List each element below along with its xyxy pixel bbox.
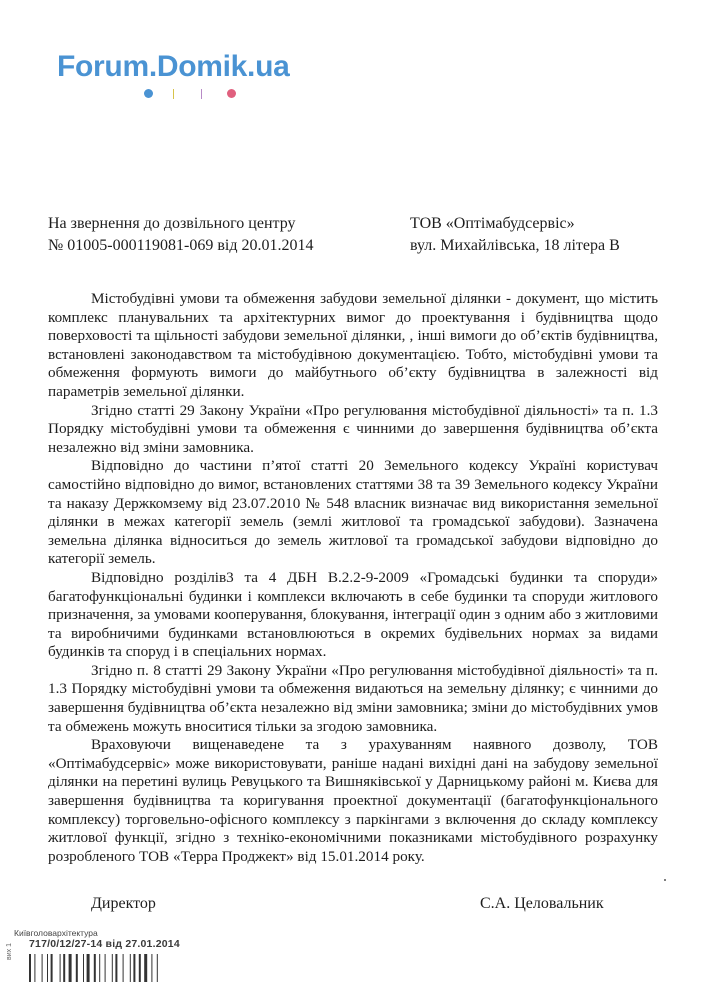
request-reference [48,213,313,257]
logo-dots-decoration [144,88,244,100]
registration-stamp-org: Київголоварxітектура [14,928,98,938]
barcode-icon [29,954,194,982]
logo-bar-yellow [173,89,174,99]
body-paragraph: Згідно статті 29 Закону України «Про регулювання містобудівної діяльності» та п. 1.3 Порядку містобудівні умови та обмеження є чинними до завершення будівництва об’єкта незалежно від зміни замовника. [48,401,658,456]
body-paragraph: Згідно п. 8 статті 29 Закону України «Про регулювання містобудівної діяльності» та п. 1.3 Порядку містобудівні умови та обмеження видаються на земельну ділянку; є чинними до завершення будівництва об’єкта незалежно від зміни замовника; зміни до містобудівних умов та обмежень можуть вноситися тільки за згодою замовника. [48,661,658,735]
signature-position: Директор [91,895,156,912]
body-paragraph: Містобудівні умови та обмеження забудови земельної ділянки - документ, що містить комплекс планувальних та архітектурних вимог до проектування і будівництва щодо поверховості та щільності забудови земельної ділянки, , інші вимоги до об’єктів будівництва, встановлені законодавством та містобудівною документацією. Тобто, містобудівні умови та обмеження формують вимоги до майбутнього об’єкту будівництва в залежності від параметрів земельної ділянки. [48,290,658,400]
logo-bar-purple [201,89,202,99]
logo-dot-blue [144,89,153,98]
registration-stamp-side: вих 1 [6,943,13,960]
request-reference-line2: № 01005-000119081-069 від 20.01.2014 [48,237,314,254]
body-paragraph: Враховуючи вищенаведене та з урахуванням наявного дозволу, ТОВ «Оптімабудсервіс» може використовувати, раніше надані вихідні дані на забудову земельної ділянки на перетині вулиць Ревуцького та Вишняківської у Дарницькому районі м. Києва для завершення будівництва та коригування проектної документації (багатофункціонального комплексу) торговельно-офісного комплексу з паркінгами з включення до складу комплексу житлової функції, згідно з техніко-економічними показниками містобудівного розрахунку розробленого ТОВ «Терра Проджект» від 15.01.2014 року. [48,736,658,865]
addressee-company: ТОВ «Оптімабудсервіс» [410,215,575,232]
site-logo: Forum.Domik.ua [57,50,290,83]
addressee-address: вул. Михайлівська, 18 літера В [410,237,620,254]
body-paragraph: Відповідно до частини п’ятої статті 20 Земельного кодексу Україні користувач самостійно відповідно до вимог, встановлених статтями 38 та 39 Земельного кодексу України та наказу Держкомзему від 23.07.2010 № 548 власник визначає вид використання земельної ділянки в межах категорії земель (землі житлової та громадської забудови). Зазначена земельна ділянка відноситься до земель житлової та громадської забудови відповідно до категорії земель. [48,457,658,568]
addressee-block [410,213,620,257]
signature-name: С.А. Целовальник [480,895,604,912]
logo-dot-pink [227,89,236,98]
body-paragraph: Відповідно розділів3 та 4 ДБН В.2.2-9-2009 «Громадські будинки та споруди» багатофункціональні будинки і комплекси включають в себе будинки та споруди житлового призначення, за умовами кооперування, блокування, інтеграції один з одним або з житловими та виробничими будинками встановлюються в окремих будівельних нормах за видами будинків та споруд і в спеціальних нормах. [48,568,658,661]
letter-body [48,290,658,866]
scan-speck [664,879,666,881]
registration-stamp-number: 717/0/12/27-14 від 27.01.2014 [29,938,180,950]
request-reference-line1: На звернення до дозвільного центру [48,215,296,232]
